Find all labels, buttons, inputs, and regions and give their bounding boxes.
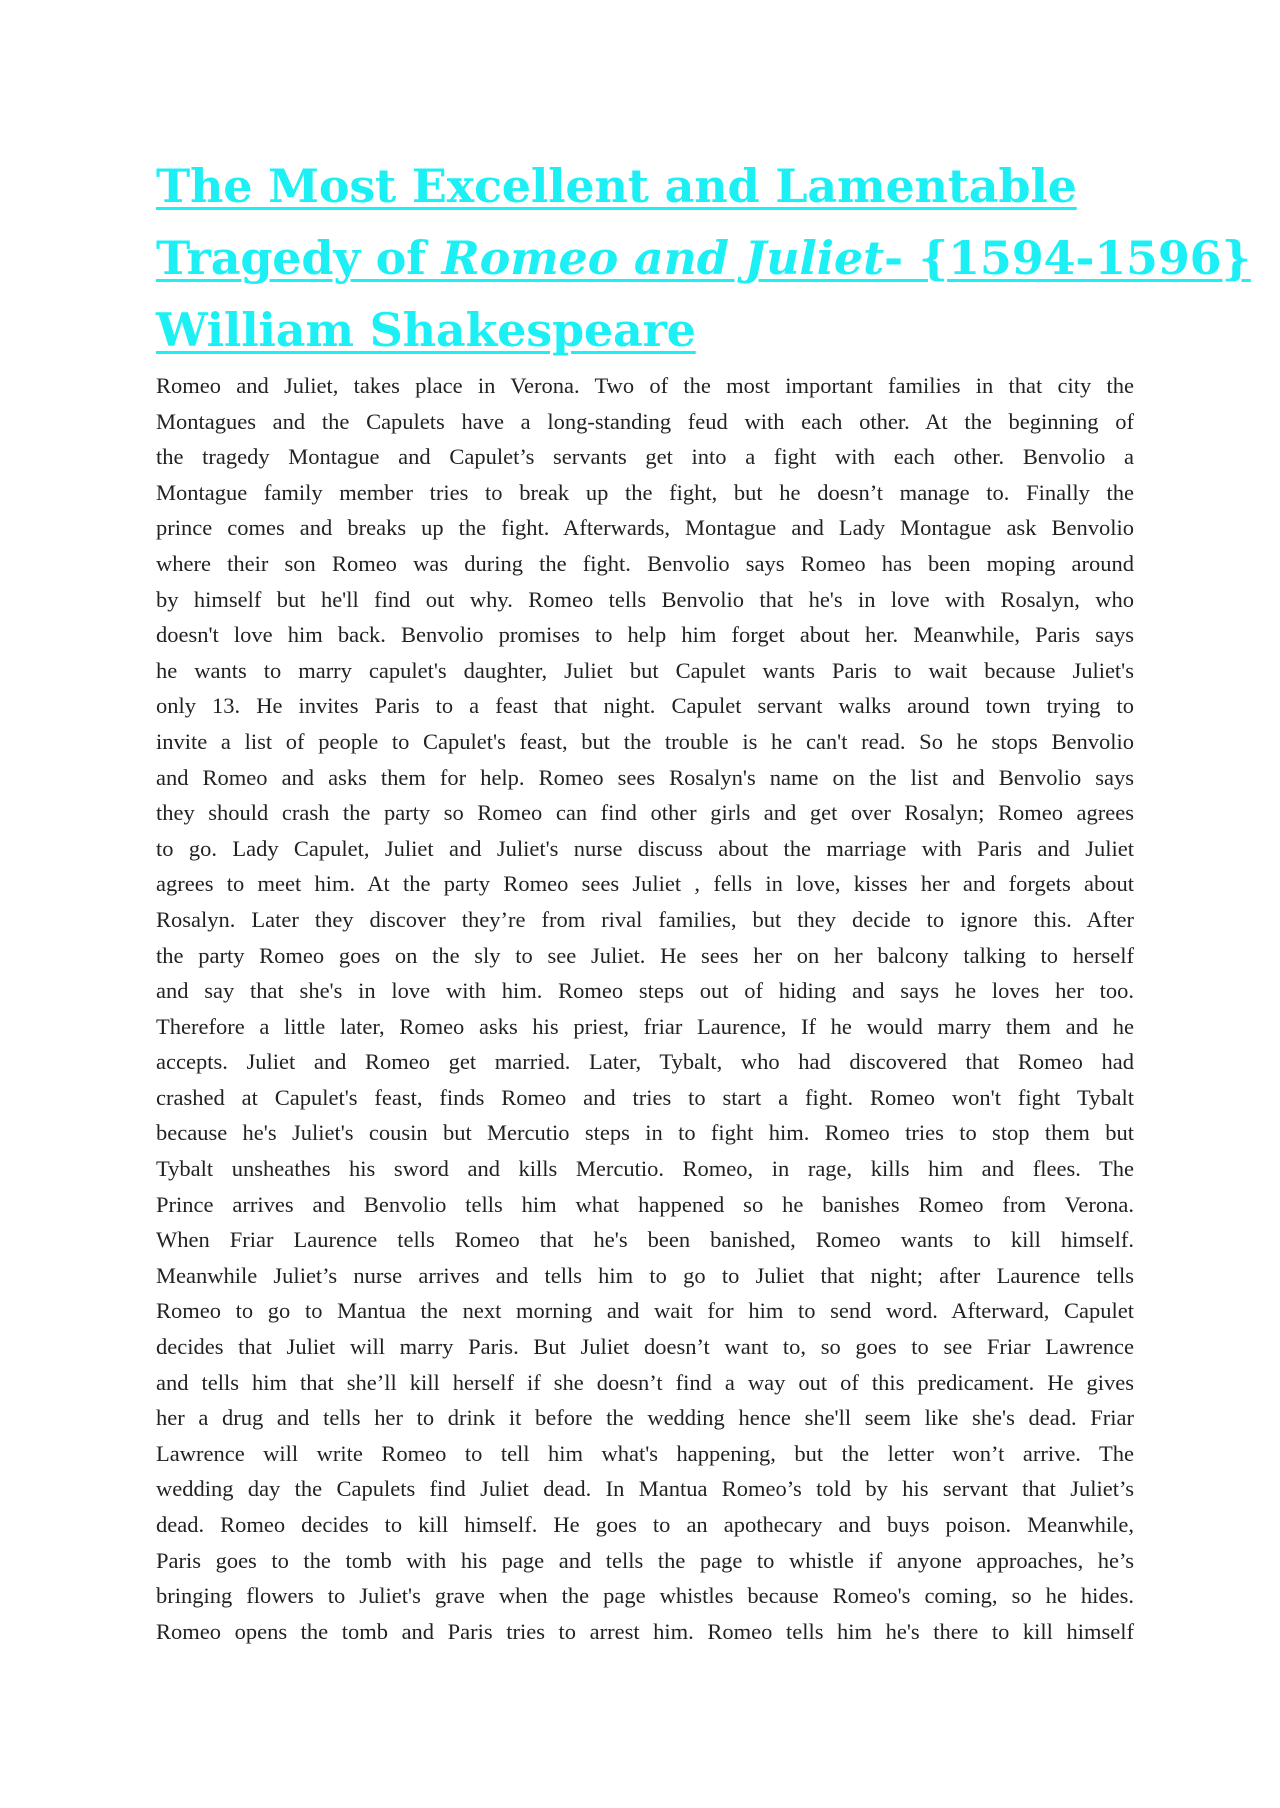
body-line: agrees to meet him. At the party Romeo sees Juliet , fells in love, kisses her and forgets about xyxy=(156,871,1134,897)
body-line: her a drug and tells her to drink it before the wedding hence she'll seem like she's dead. Friar xyxy=(156,1405,1134,1431)
body-line: by himself but he'll find out why. Romeo tells Benvolio that he's in love with Rosalyn, who xyxy=(156,586,1134,612)
body-line: because he's Juliet's cousin but Mercutio steps in to fight him. Romeo tries to stop them but xyxy=(156,1120,1134,1146)
title-line-1: The Most Excellent and Lamentable xyxy=(156,159,1077,213)
title-line-2-prefix: Tragedy of xyxy=(156,231,442,285)
document-page xyxy=(156,150,1251,1649)
body-line: accepts. Juliet and Romeo get married. Later, Tybalt, who had discovered that Romeo had xyxy=(156,1049,1134,1075)
body-line: the tragedy Montague and Capulet’s servants get into a fight with each other. Benvolio a xyxy=(156,444,1134,470)
body-line: only 13. He invites Paris to a feast that night. Capulet servant walks around town trying to xyxy=(156,693,1134,719)
body-line: prince comes and breaks up the fight. Afterwards, Montague and Lady Montague ask Benvolio xyxy=(156,515,1134,541)
body-line: he wants to marry capulet's daughter, Juliet but Capulet wants Paris to wait because Juliet's xyxy=(156,657,1134,683)
body-line: doesn't love him back. Benvolio promises to help him forget about her. Meanwhile, Paris says xyxy=(156,622,1134,648)
body-line: Montagues and the Capulets have a long-standing feud with each other. At the beginning of xyxy=(156,408,1134,434)
title-line-2 xyxy=(156,222,1251,294)
body-line: Rosalyn. Later they discover they’re from rival families, but they decide to ignore this. After xyxy=(156,906,1134,932)
body-line: Romeo opens the tomb and Paris tries to arrest him. Romeo tells him he's there to kill himself xyxy=(156,1618,1134,1644)
body-line: Romeo and Juliet, takes place in Verona. Two of the most important families in that city the xyxy=(156,373,1134,398)
body-paragraph xyxy=(156,368,1134,1649)
body-line: and say that she's in love with him. Romeo steps out of hiding and says he loves her too. xyxy=(156,978,1134,1004)
body-line: Prince arrives and Benvolio tells him what happened so he banishes Romeo from Verona. xyxy=(156,1191,1134,1217)
body-line: and tells him that she’ll kill herself if she doesn’t find a way out of this predicament. He gives xyxy=(156,1369,1134,1395)
body-line: When Friar Laurence tells Romeo that he's been banished, Romeo wants to kill himself. xyxy=(156,1227,1134,1253)
body-line: Paris goes to the tomb with his page and tells the page to whistle if anyone approaches, he’s xyxy=(156,1547,1134,1573)
body-line: where their son Romeo was during the fight. Benvolio says Romeo has been moping around xyxy=(156,550,1134,576)
document-title xyxy=(156,150,1251,366)
body-line: to go. Lady Capulet, Juliet and Juliet's nurse discuss about the marriage with Paris and Juliet xyxy=(156,835,1134,861)
body-line: Tybalt unsheathes his sword and kills Mercutio. Romeo, in rage, kills him and flees. The xyxy=(156,1156,1134,1182)
body-line: bringing flowers to Juliet's grave when the page whistles because Romeo's coming, so he hides. xyxy=(156,1583,1134,1609)
body-line: Therefore a little later, Romeo asks his priest, friar Laurence, If he would marry them and he xyxy=(156,1013,1134,1039)
body-line: dead. Romeo decides to kill himself. He goes to an apothecary and buys poison. Meanwhile, xyxy=(156,1512,1134,1537)
body-line: crashed at Capulet's feast, finds Romeo and tries to start a fight. Romeo won't fight Tybalt xyxy=(156,1084,1134,1110)
body-line: Lawrence will write Romeo to tell him what's happening, but the letter won’t arrive. The xyxy=(156,1440,1134,1466)
body-line: Meanwhile Juliet’s nurse arrives and tells him to go to Juliet that night; after Laurence tells xyxy=(156,1262,1134,1288)
body-line: Montague family member tries to break up the fight, but he doesn’t manage to. Finally the xyxy=(156,479,1134,505)
title-line-3: William Shakespeare xyxy=(156,303,696,357)
body-line: Romeo to go to Mantua the next morning and wait for him to send word. Afterward, Capulet xyxy=(156,1298,1134,1324)
body-line: wedding day the Capulets find Juliet dead. In Mantua Romeo’s told by his servant that Juliet’s xyxy=(156,1476,1134,1502)
body-line: they should crash the party so Romeo can find other girls and get over Rosalyn; Romeo agrees xyxy=(156,800,1134,826)
body-line: and Romeo and asks them for help. Romeo sees Rosalyn's name on the list and Benvolio says xyxy=(156,764,1134,790)
body-line: the party Romeo goes on the sly to see Juliet. He sees her on her balcony talking to herself xyxy=(156,942,1134,968)
title-line-2-italic: Romeo and Juliet xyxy=(441,231,885,285)
body-line: decides that Juliet will marry Paris. But Juliet doesn’t want to, so goes to see Friar Lawrence xyxy=(156,1334,1134,1360)
title-line-2-suffix: - {1594-1596} xyxy=(884,231,1251,285)
body-line: invite a list of people to Capulet's feast, but the trouble is he can't read. So he stops Benvolio xyxy=(156,728,1134,754)
